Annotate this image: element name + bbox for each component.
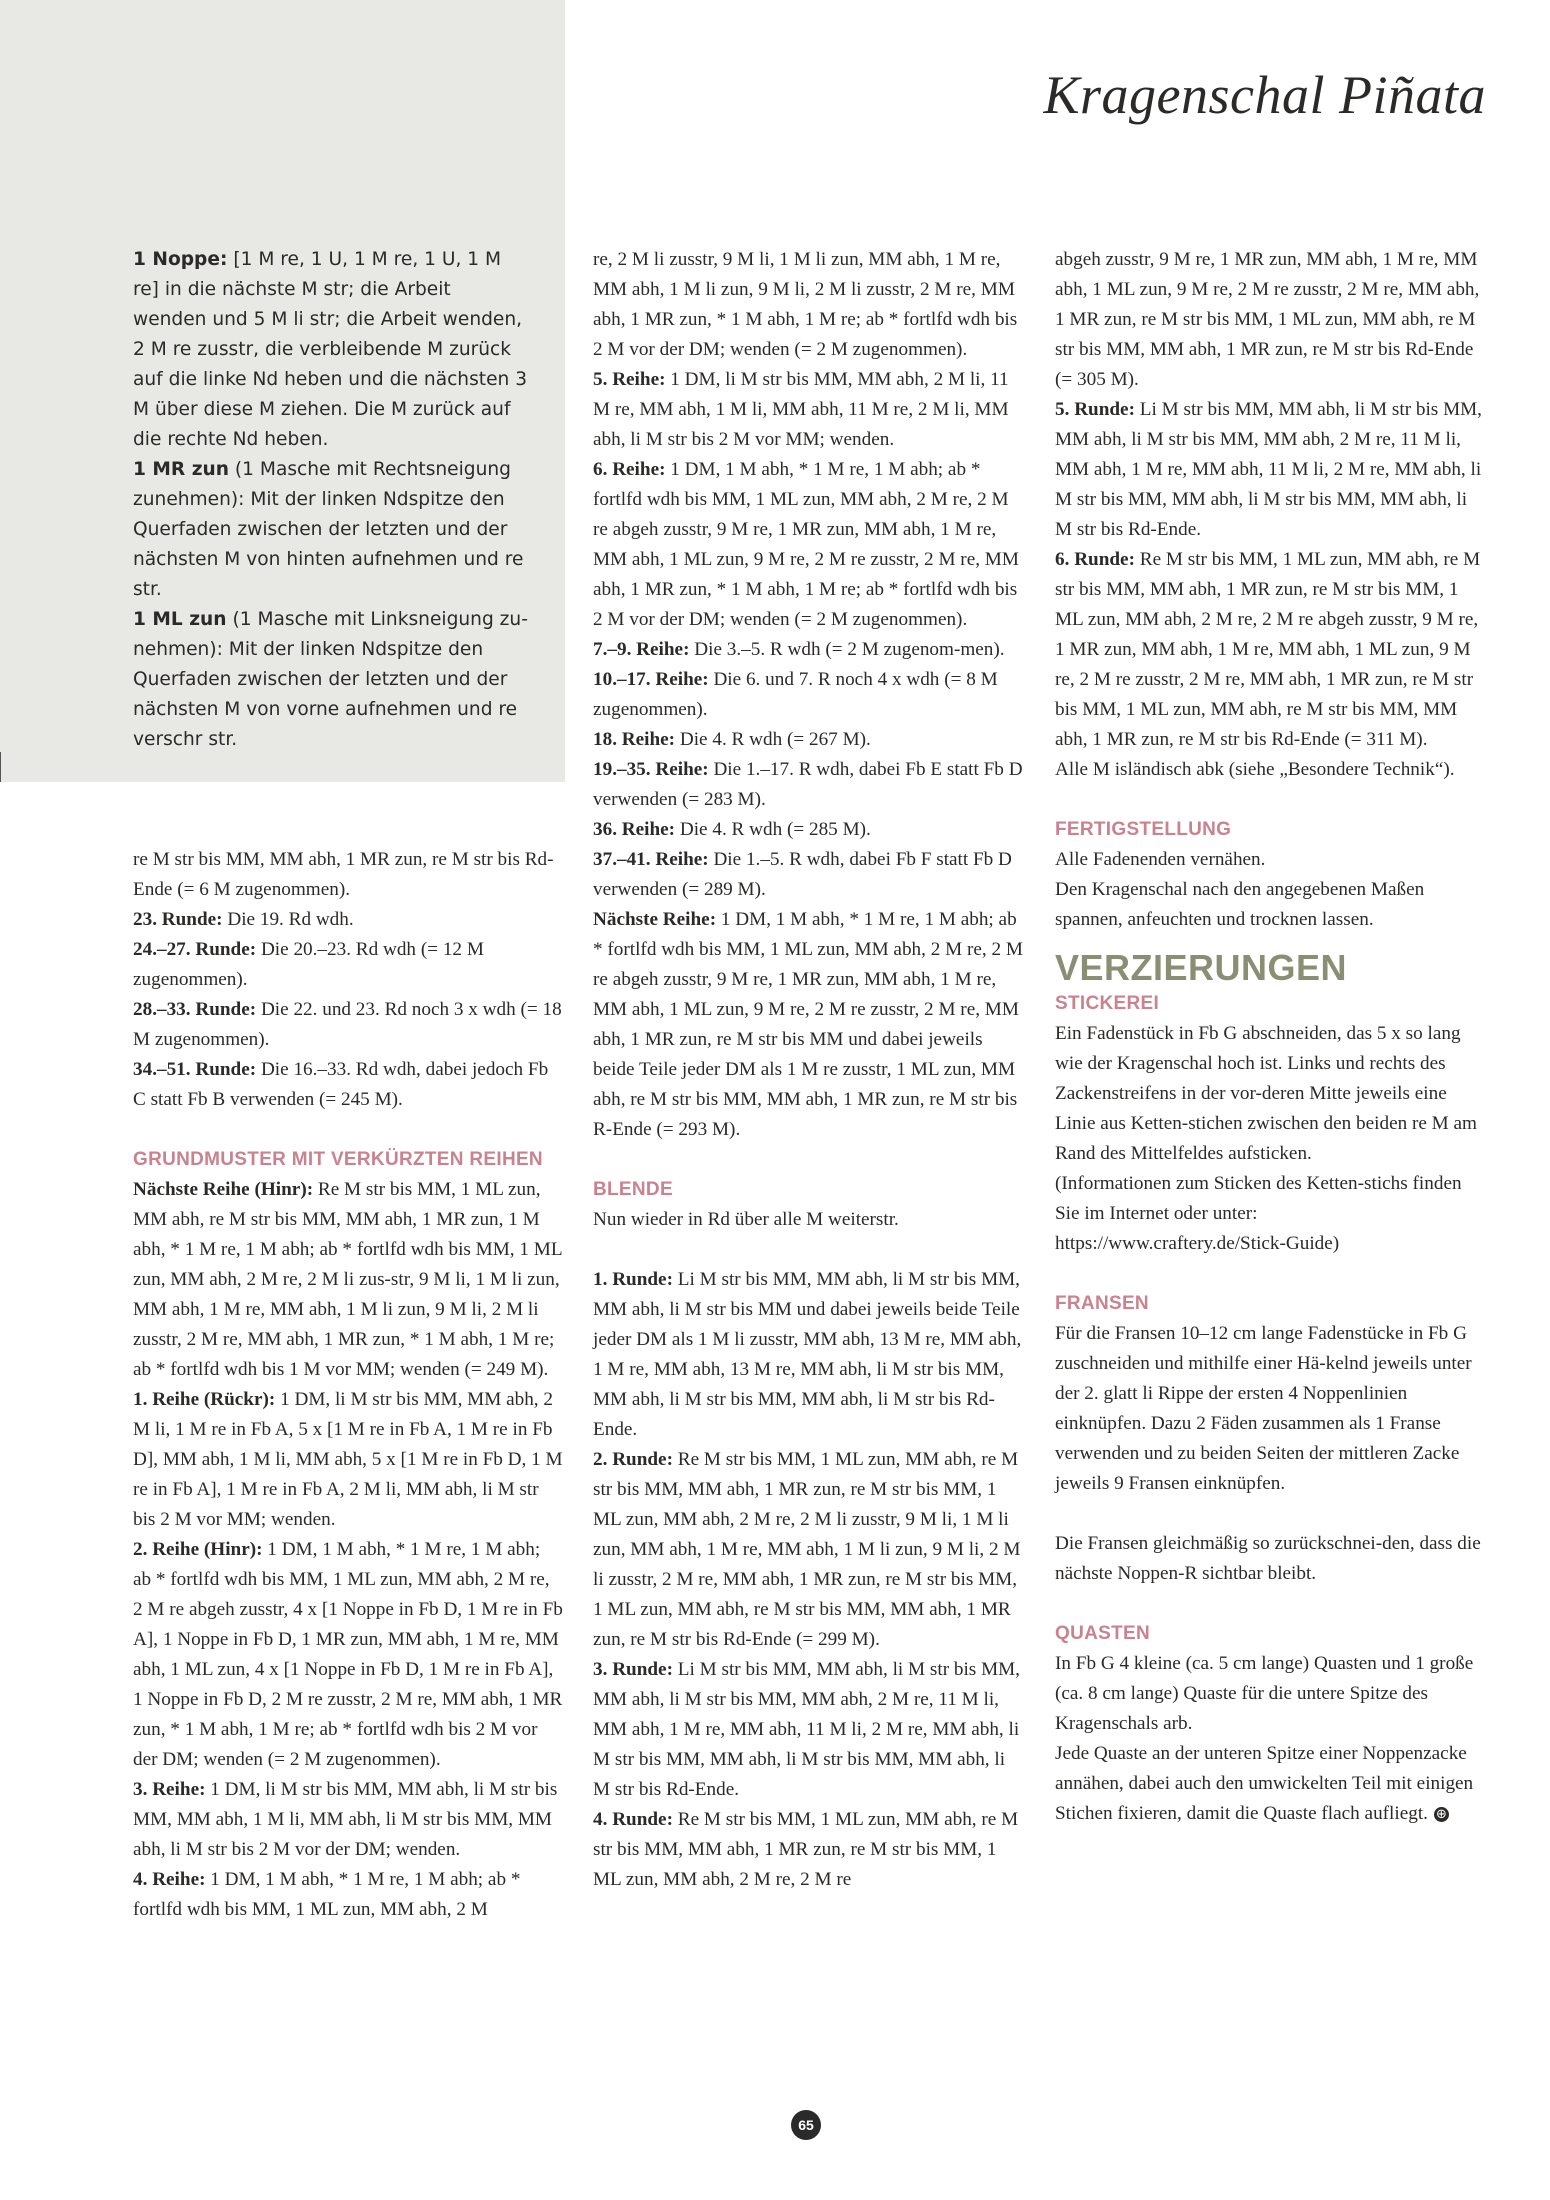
paragraph: Ein Fadenstück in Fb G abschneiden, das 5 x so lang wie der Kragenschal hoch ist. Links und rechts des Zackenstreifens in der vor-deren Mitte jeweils eine Linie aus Ketten-stichen zwischen den beiden re M am Rand des Mittelfeldes aufsticken. [1055, 1023, 1477, 1164]
paragraph: Alle Fadenenden vernähen. [1055, 849, 1266, 870]
instruction-text: Re M str bis MM, 1 ML zun, MM abh, re M str bis MM, MM abh, 1 MR zun, 1 M abh, * 1 M re, 1 M abh; ab * fortlfd wdh bis MM, 1 ML zun, MM abh, 2 M re, 2 M li zus-str, 9 M li, 1 M li zun, MM abh, 1 M re, MM abh, 1 M li zun, 9 M li, 2 M li zusstr, 2 M re, MM abh, 1 MR zun, * 1 M abh, 1 M re; ab * fortlfd wdh bis 1 M vor MM; wenden (= 249 M). [133, 1179, 562, 1380]
instruction-text: Die 20.–23. Rd wdh (= 12 M zugenommen). [133, 939, 484, 990]
instruction-text: Re M str bis MM, 1 ML zun, MM abh, re M str bis MM, MM abh, 1 MR zun, re M str bis MM, 1 ML zun, MM abh, 2 M re, 2 M li zusstr, 9 M li, 1 M li zun, MM abh, 1 M re, MM abh, 1 M li zun, 9 M li, 2 M li zusstr, 2 M re, MM abh, 1 MR zun, re M str bis MM, 1 ML zun, MM abh, re M str bis MM, MM abh, 1 MR zun, re M str bis Rd-Ende (= 299 M). [593, 1449, 1021, 1650]
section-heading: FERTIGSTELLUNG [1055, 819, 1232, 840]
row-instruction [593, 365, 1025, 455]
instruction-label: 19.–35. Reihe: [593, 759, 709, 780]
abbr-text: [1 M re, 1 U, 1 M re, 1 U, 1 M re] in die nächste M str; die Arbeit wenden und 5 M li str; die Arbeit wenden, 2 M re zusstr, die verbleibende M zurück auf die linke Nd heben und die nächsten 3 M über diese M ziehen. Die M zurück auf die rechte Nd heben. [133, 249, 528, 450]
instruction-text: Die 4. R wdh (= 285 M). [675, 819, 871, 840]
instruction-text: Die 1.–5. R wdh, dabei Fb F statt Fb D verwenden (= 289 M). [593, 849, 1012, 900]
instruction-label: 6. Runde: [1055, 549, 1135, 570]
instruction-text: Die 3.–5. R wdh (= 2 M zugenom-men). [689, 639, 1005, 660]
abbr-item [133, 605, 528, 755]
paragraph: re M str bis MM, MM abh, 1 MR zun, re M str bis Rd-Ende (= 6 M zugenommen). [133, 849, 554, 900]
end-mark-icon: ⊕ [1434, 1807, 1449, 1822]
instruction-label: 6. Reihe: [593, 459, 666, 480]
instruction-text: 1 DM, li M str bis MM, MM abh, 2 M li, 11 M re, MM abh, 1 M li, MM abh, 11 M re, 2 M li, MM abh, li M str bis 2 M vor MM; wenden. [593, 369, 1009, 450]
instruction-text: 1 DM, 1 M abh, * 1 M re, 1 M abh; ab * fortlfd wdh bis MM, 1 ML zun, MM abh, 2 M re, 2 M re abgeh zusstr, 4 x [1 Noppe in Fb D, 1 M re in Fb A], 1 Noppe in Fb D, 1 MR zun, MM abh, 1 M re, MM abh, 1 ML zun, 4 x [1 Noppe in Fb D, 1 M re in Fb A], 1 Noppe in Fb D, 2 M re zusstr, 2 M re, MM abh, 1 MR zun, * 1 M abh, 1 M re; ab * fortlfd wdh bis 2 M vor der DM; wenden (= 2 M zugenommen). [133, 1539, 563, 1770]
paragraph: abgeh zusstr, 9 M re, 1 MR zun, MM abh, 1 M re, MM abh, 1 ML zun, 9 M re, 2 M re zusstr, 2 M re, MM abh, 1 MR zun, re M str bis MM, 1 ML zun, MM abh, re M str bis MM, MM abh, 1 MR zun, re M str bis Rd-Ende (= 305 M). [1055, 249, 1480, 390]
instruction-label: 2. Reihe (Hinr): [133, 1539, 263, 1560]
instruction-label: 34.–51. Runde: [133, 1059, 257, 1080]
round-instruction [593, 1265, 1025, 1445]
paragraph: Alle M isländisch abk (siehe „Besondere Technik“). [1055, 759, 1455, 780]
major-heading: VERZIERUNGEN [1055, 947, 1348, 988]
instruction-text: 1 DM, li M str bis MM, MM abh, 2 M li, 1 M re in Fb A, 5 x [1 M re in Fb A, 1 M re in Fb D], MM abh, 1 M li, MM abh, 5 x [1 M re in Fb D, 1 M re in Fb A], 1 M re in Fb A, 2 M li, MM abh, li M str bis 2 M vor MM; wenden. [133, 1389, 563, 1530]
instruction-text: 1 DM, 1 M abh, * 1 M re, 1 M abh; ab * fortlfd wdh bis MM, 1 ML zun, MM abh, 2 M [133, 1869, 521, 1920]
instruction-label: 5. Reihe: [593, 369, 666, 390]
paragraph: Für die Fransen 10–12 cm lange Fadenstücke in Fb G zuschneiden und mithilfe einer Hä-kelnd jeweils unter der 2. glatt li Rippe der ersten 4 Noppenlinien einknüpfen. Dazu 2 Fäden zusammen als 1 Franse verwenden und zu beiden Seiten der mittleren Zacke jeweils 9 Fransen einknüpfen. [1055, 1323, 1472, 1494]
page-number: 65 [791, 2110, 821, 2140]
abbr-item [133, 455, 528, 605]
instruction-label: 18. Reihe: [593, 729, 676, 750]
abbr-text: (1 Masche mit Rechtsneigung zunehmen): Mit der linken Ndspitze den Querfaden zwischen der letzten und der nächsten M von hinten aufnehmen und re str. [133, 459, 524, 600]
instruction-label: 36. Reihe: [593, 819, 676, 840]
instruction-text: Die 1.–17. R wdh, dabei Fb E statt Fb D verwenden (= 283 M). [593, 759, 1023, 810]
row-instruction [133, 1385, 563, 1535]
instruction-label: 28.–33. Runde: [133, 999, 257, 1020]
round-instruction [133, 1055, 563, 1115]
instruction-text: Li M str bis MM, MM abh, li M str bis MM, MM abh, li M str bis MM, MM abh, 2 M re, 11 M li, MM abh, 1 M re, MM abh, 11 M li, 2 M re, MM abh, li M str bis MM, MM abh, li M str bis MM, MM abh, li M str bis Rd-Ende. [1055, 399, 1482, 540]
instruction-label: 10.–17. Reihe: [593, 669, 709, 690]
column-2 [593, 245, 1025, 1895]
instruction-label: 5. Runde: [1055, 399, 1135, 420]
row-instruction [133, 1775, 563, 1865]
round-instruction [1055, 395, 1487, 545]
row-instruction [593, 845, 1025, 905]
section-heading: FRANSEN [1055, 1293, 1149, 1314]
paragraph: Nun wieder in Rd über alle M weiterstr. [593, 1209, 899, 1230]
instruction-text: Li M str bis MM, MM abh, li M str bis MM, MM abh, li M str bis MM, MM abh, 2 M re, 11 M li, MM abh, 1 M re, MM abh, 11 M li, 2 M re, MM abh, li M str bis MM, MM abh, li M str bis MM, MM abh, li M str bis Rd-Ende. [593, 1659, 1020, 1800]
instruction-text: Die 4. R wdh (= 267 M). [675, 729, 871, 750]
instruction-label: 7.–9. Reihe: [593, 639, 690, 660]
row-instruction [593, 815, 1025, 845]
instruction-text: 1 DM, 1 M abh, * 1 M re, 1 M abh; ab * fortlfd wdh bis MM, 1 ML zun, MM abh, 2 M re, 2 M re abgeh zusstr, 9 M re, 1 MR zun, MM abh, 1 M re, MM abh, 1 ML zun, 9 M re, 2 M re zusstr, 2 M re, MM abh, 1 MR zun, re M str bis MM und dabei jeweils beide Teile jeder DM als 1 M re zusstr, 1 ML zun, MM abh, re M str bis MM, MM abh, 1 MR zun, re M str bis R-Ende (= 293 M). [593, 909, 1023, 1140]
instruction-text: Re M str bis MM, 1 ML zun, MM abh, re M str bis MM, MM abh, 1 MR zun, re M str bis MM, 1 ML zun, MM abh, 2 M re, 2 M re [593, 1809, 1019, 1890]
round-instruction [133, 935, 563, 995]
round-instruction [593, 1655, 1025, 1805]
row-instruction [133, 1175, 563, 1385]
abbr-term: 1 ML zun [133, 609, 227, 630]
paragraph: (Informationen zum Sticken des Ketten-stichs finden Sie im Internet oder unter: https://www.craftery.de/Stick-Guide) [1055, 1173, 1462, 1254]
instruction-text: Die 22. und 23. Rd noch 3 x wdh (= 18 M zugenommen). [133, 999, 562, 1050]
page-title: Kragenschal Piñata [1043, 65, 1486, 125]
row-instruction [133, 1535, 563, 1775]
instruction-label: 23. Runde: [133, 909, 223, 930]
section-heading: QUASTEN [1055, 1623, 1150, 1644]
column-3 [1055, 245, 1487, 1829]
margin-rule [0, 752, 1, 782]
instruction-label: 24.–27. Runde: [133, 939, 257, 960]
paragraph: Die Fransen gleichmäßig so zurückschnei-den, dass die nächste Noppen-R sichtbar bleibt. [1055, 1533, 1481, 1584]
paragraph [1055, 1739, 1487, 1829]
instruction-text: Die 19. Rd wdh. [222, 909, 354, 930]
instruction-text: Re M str bis MM, 1 ML zun, MM abh, re M str bis MM, MM abh, 1 MR zun, re M str bis MM, 1 ML zun, MM abh, 2 M re, 2 M re abgeh zusstr, 9 M re, 1 MR zun, MM abh, 1 M re, MM abh, 1 ML zun, 9 M re, 2 M re zusstr, 2 M re, MM abh, 1 MR zun, re M str bis MM, 1 ML zun, MM abh, re M str bis MM, MM abh, 1 MR zun, re M str bis Rd-Ende (= 311 M). [1055, 549, 1481, 750]
paragraph: In Fb G 4 kleine (ca. 5 cm lange) Quasten und 1 große (ca. 8 cm lange) Quaste für die untere Spitze des Kragenschals arb. [1055, 1653, 1474, 1734]
instruction-label: 4. Reihe: [133, 1869, 206, 1890]
row-instruction [593, 725, 1025, 755]
abbr-term: 1 MR zun [133, 459, 230, 480]
instruction-label: 4. Runde: [593, 1809, 673, 1830]
instruction-label: Nächste Reihe: [593, 909, 717, 930]
instruction-label: 3. Runde: [593, 1659, 673, 1680]
row-instruction [593, 665, 1025, 725]
instruction-label: 1. Reihe (Rückr): [133, 1389, 276, 1410]
paragraph-text: Jede Quaste an der unteren Spitze einer Noppenzacke annähen, dabei auch den umwickelten Teil mit einigen Stichen fixieren, damit die Quaste flach aufliegt. [1055, 1743, 1474, 1824]
instruction-label: Nächste Reihe (Hinr): [133, 1179, 314, 1200]
row-instruction [593, 635, 1025, 665]
abbr-text: (1 Masche mit Linksneigung zu-nehmen): Mit der linken Ndspitze den Querfaden zwischen der letzten und der nächsten M von vorne aufnehmen und re verschr str. [133, 609, 528, 750]
abbr-item [133, 245, 528, 455]
instruction-label: 3. Reihe: [133, 1779, 206, 1800]
instruction-text: Li M str bis MM, MM abh, li M str bis MM, MM abh, li M str bis MM und dabei jeweils beide Teile jeder DM als 1 M li zusstr, MM abh, 13 M re, MM abh, 1 M re, MM abh, 13 M re, MM abh, li M str bis MM, MM abh, li M str bis MM, MM abh, li M str bis Rd-Ende. [593, 1269, 1022, 1440]
section-heading: BLENDE [593, 1179, 673, 1200]
section-heading: STICKEREI [1055, 993, 1160, 1014]
round-instruction [593, 1445, 1025, 1655]
abbr-term: 1 Noppe: [133, 249, 228, 270]
instruction-text: 1 DM, 1 M abh, * 1 M re, 1 M abh; ab * fortlfd wdh bis MM, 1 ML zun, MM abh, 2 M re, 2 M re abgeh zusstr, 9 M re, 1 MR zun, MM abh, 1 M re, MM abh, 1 ML zun, 9 M re, 2 M re zusstr, 2 M re, MM abh, 1 MR zun, * 1 M abh, 1 M re; ab * fortlfd wdh bis 2 M vor der DM; wenden (= 2 M zugenommen). [593, 459, 1019, 630]
row-instruction [593, 455, 1025, 635]
instruction-label: 1. Runde: [593, 1269, 673, 1290]
instruction-text: Die 6. und 7. R noch 4 x wdh (= 8 M zugenommen). [593, 669, 998, 720]
paragraph: Den Kragenschal nach den angegebenen Maßen spannen, anfeuchten und trocknen lassen. [1055, 879, 1425, 930]
column-1 [133, 845, 563, 1925]
row-instruction [593, 905, 1025, 1145]
instruction-text: Die 16.–33. Rd wdh, dabei jedoch Fb C statt Fb B verwenden (= 245 M). [133, 1059, 549, 1110]
row-instruction [133, 1865, 563, 1925]
abbreviation-list [133, 245, 528, 755]
round-instruction [593, 1805, 1025, 1895]
instruction-label: 37.–41. Reihe: [593, 849, 709, 870]
round-instruction [133, 995, 563, 1055]
instruction-label: 2. Runde: [593, 1449, 673, 1470]
round-instruction [133, 905, 563, 935]
row-instruction [593, 755, 1025, 815]
section-heading: GRUNDMUSTER MIT VERKÜRZTEN REIHEN [133, 1149, 543, 1170]
instruction-text: 1 DM, li M str bis MM, MM abh, li M str bis MM, MM abh, 1 M li, MM abh, li M str bis MM, MM abh, li M str bis 2 M vor der DM; wenden. [133, 1779, 558, 1860]
round-instruction [1055, 545, 1487, 755]
paragraph: re, 2 M li zusstr, 9 M li, 1 M li zun, MM abh, 1 M re, MM abh, 1 M li zun, 9 M li, 2 M li zusstr, 2 M re, MM abh, 1 MR zun, * 1 M abh, 1 M re; ab * fortlfd wdh bis 2 M vor der DM; wenden (= 2 M zugenommen). [593, 249, 1018, 360]
